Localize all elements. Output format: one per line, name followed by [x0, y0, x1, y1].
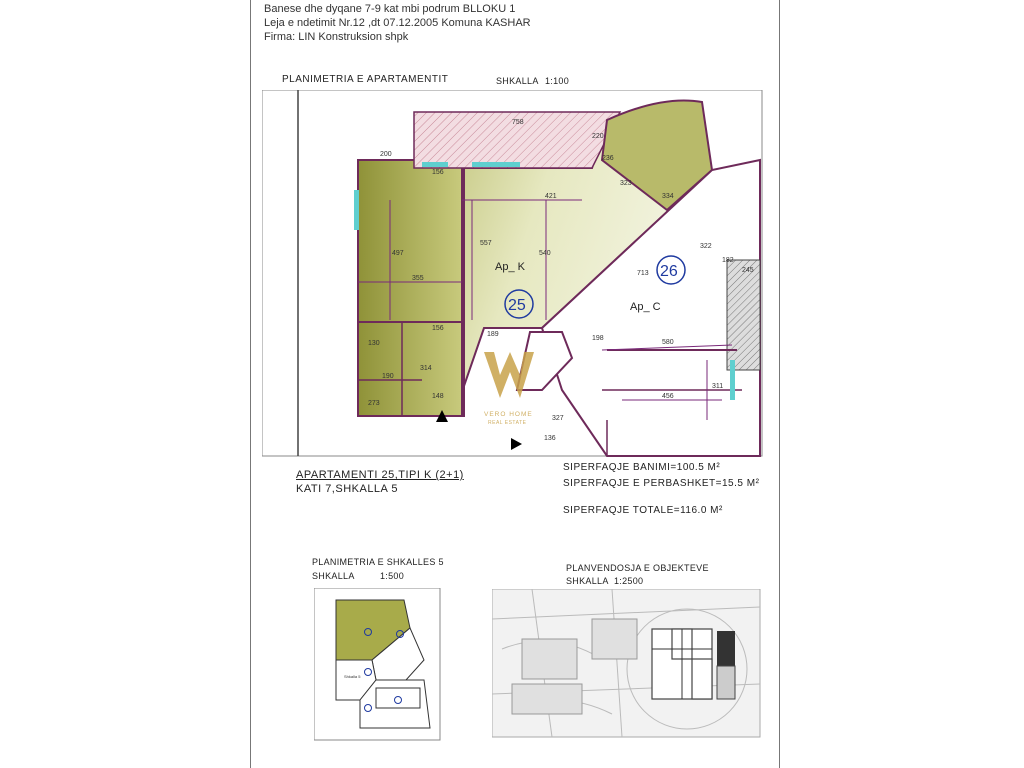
svg-text:REAL ESTATE: REAL ESTATE	[488, 420, 527, 426]
dim-label: 273	[368, 400, 380, 407]
dim-label: 497	[392, 250, 404, 257]
apartment-title: APARTAMENTI 25,TIPI K (2+1)	[296, 469, 464, 481]
stair-plan-title: PLANIMETRIA E SHKALLES 5	[312, 557, 444, 567]
dim-label: 323	[620, 180, 632, 187]
company-line: Firma: LIN Konstruksion shpk	[264, 31, 409, 43]
right-hatched-wall	[727, 260, 760, 370]
unit-label-ap-c: Ap_ C	[630, 301, 661, 313]
permit-line: Leja e ndetimit Nr.12 ,dt 07.12.2005 Komuna KASHAR	[264, 17, 531, 29]
unit-number-26: 26	[660, 263, 678, 280]
window	[422, 162, 448, 167]
dim-label: 136	[544, 435, 556, 442]
dim-label: 421	[545, 193, 557, 200]
dim-label: 580	[662, 339, 674, 346]
left-room	[358, 160, 464, 416]
dim-label: 540	[539, 250, 551, 257]
plan-scale-value: 1:100	[545, 76, 570, 86]
dim-label: 758	[512, 119, 524, 126]
site-plan-scale-label: SHKALLA	[566, 576, 609, 586]
dim-label: 713	[637, 270, 649, 277]
dim-label: 355	[412, 275, 424, 282]
svg-text:VERO HOME: VERO HOME	[484, 411, 533, 418]
dim-label: 334	[662, 193, 674, 200]
area-living: SIPERFAQJE BANIMI=100.5 M²	[563, 462, 721, 473]
dim-label: 557	[480, 240, 492, 247]
dim-label: 190	[382, 373, 394, 380]
dim-label: 156	[432, 169, 444, 176]
site-plan-title: PLANVENDOSJA E OBJEKTEVE	[566, 563, 709, 573]
apartment-floor: KATI 7,SHKALLA 5	[296, 483, 398, 495]
unit-label-ap-k: Ap_ K	[495, 261, 525, 273]
stair-plan-label: Shkalla 5	[344, 674, 361, 679]
dim-label: 198	[592, 335, 604, 342]
window	[730, 360, 735, 400]
dim-label: 456	[662, 393, 674, 400]
unit-number-25: 25	[508, 297, 526, 314]
dim-label: 236	[602, 155, 614, 162]
dim-label: 182	[722, 257, 734, 264]
dim-label: 156	[432, 325, 444, 332]
plan-scale-label: SHKALLA	[496, 76, 539, 86]
stair-plan-scale-label: SHKALLA	[312, 571, 355, 581]
project-title: Banese dhe dyqane 7-9 kat mbi podrum BLLOKU 1	[264, 3, 516, 15]
site-plan-scale-value: 1:2500	[614, 576, 644, 586]
window	[354, 190, 359, 230]
dim-label: 245	[742, 267, 754, 274]
dim-label: 189	[487, 331, 499, 338]
area-shared: SIPERFAQJE E PERBASHKET=15.5 M²	[563, 478, 760, 489]
stair-plan-scale-value: 1:500	[380, 571, 405, 581]
dim-label: 311	[712, 383, 724, 390]
area-total: SIPERFAQJE TOTALE=116.0 M²	[563, 505, 723, 516]
floor-plan	[262, 90, 764, 458]
dim-label: 327	[552, 415, 564, 422]
dim-label: 148	[432, 393, 444, 400]
plan-title: PLANIMETRIA E APARTAMENTIT	[282, 74, 449, 85]
window	[472, 162, 520, 167]
dim-label: 200	[380, 151, 392, 158]
stair-plan-drawing	[314, 588, 442, 742]
dim-label: 220	[592, 133, 604, 140]
dim-label: 314	[420, 365, 432, 372]
dim-label: 322	[700, 243, 712, 250]
site-plan-drawing	[492, 589, 762, 739]
dim-label: 130	[368, 340, 380, 347]
